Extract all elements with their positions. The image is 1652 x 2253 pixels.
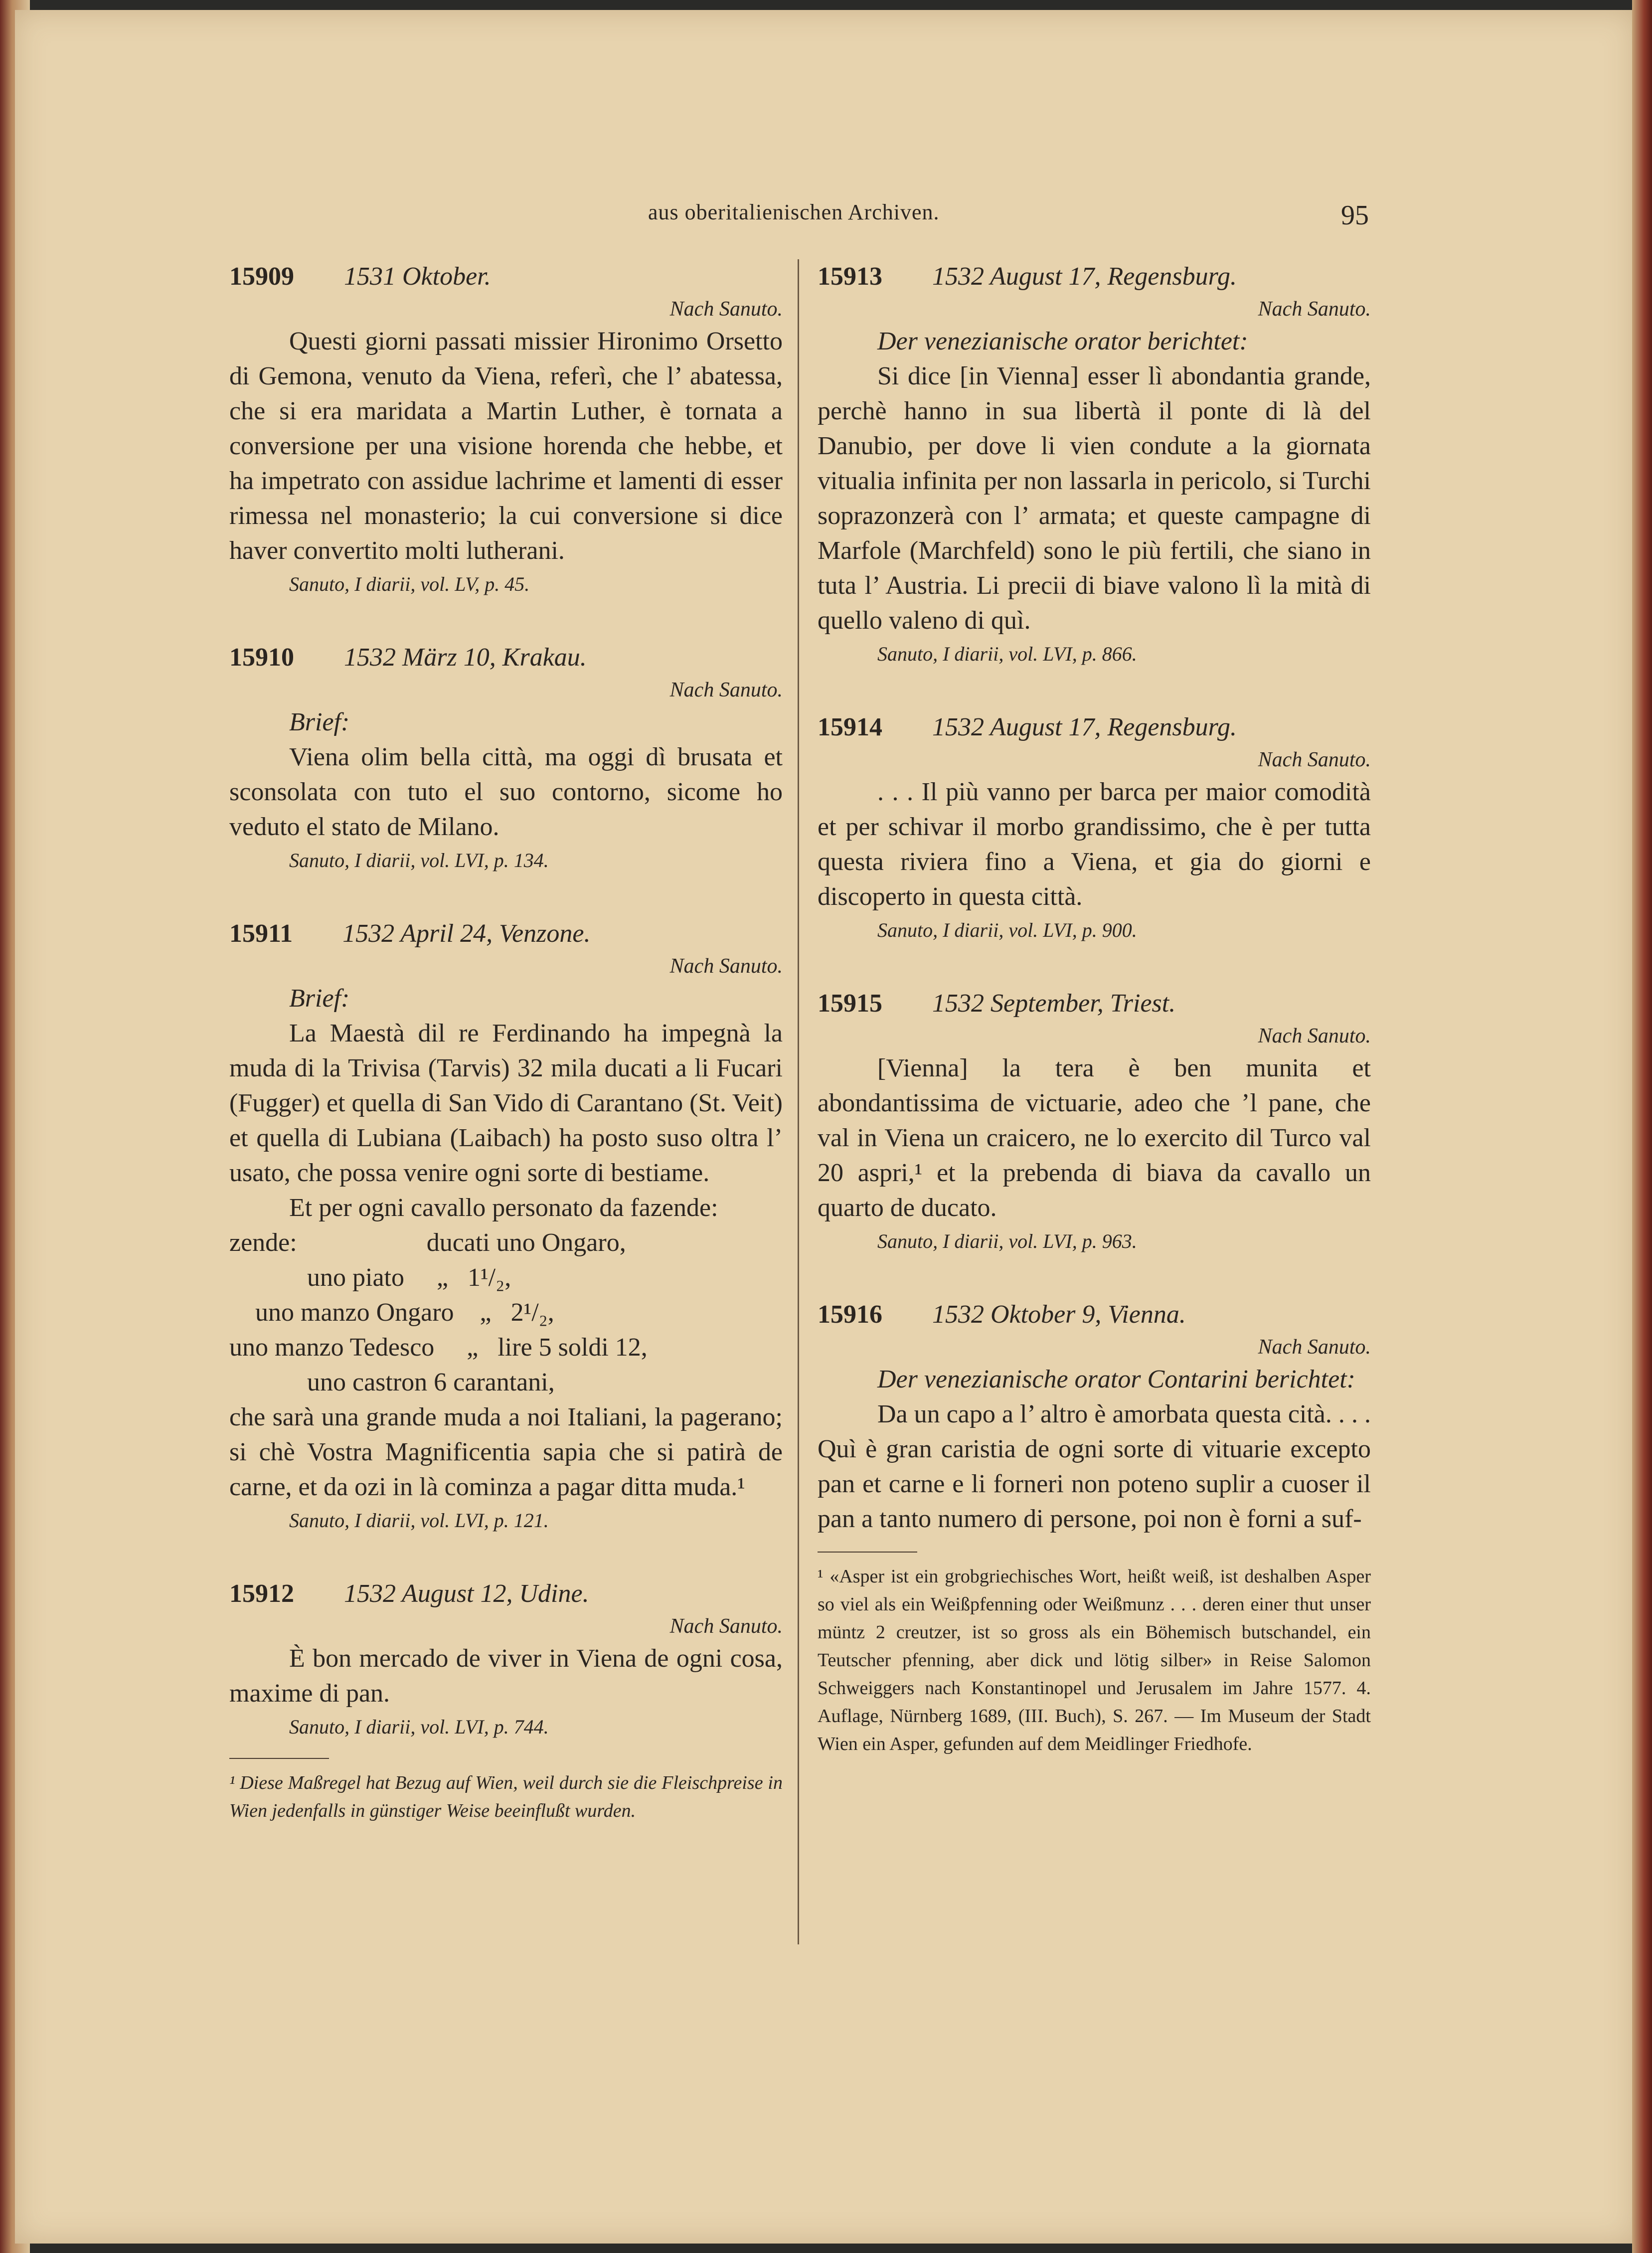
entry-reference: Sanuto, I diarii, vol. LVI, p. 963. bbox=[877, 1230, 1137, 1252]
entry-date: 1532 September, Triest. bbox=[932, 989, 1176, 1018]
entry-text-2: Et per ogni cavallo personato da fazende: bbox=[289, 1194, 718, 1222]
entry-source: Nach Sanuto. bbox=[669, 298, 783, 321]
tariff-line: uno piato „ 1¹/₂, bbox=[229, 1263, 511, 1292]
entry-text: . . . Il più vanno per barca per maior comodità et per schivar il morbo grandissimo, che è per tutta questa riviera fino a Viena, et gia do giorni e discoperto in questa città. bbox=[818, 778, 1371, 911]
entry-date: 1532 August 12, Udine. bbox=[344, 1579, 589, 1608]
entry-number: 15911 bbox=[229, 919, 293, 948]
entry-intro: Brief: bbox=[289, 984, 350, 1013]
entry-reference: Sanuto, I diarii, vol. LVI, p. 121. bbox=[289, 1509, 549, 1532]
entry-reference: Sanuto, I diarii, vol. LVI, p. 134. bbox=[289, 849, 549, 871]
entry-text: Questi giorni passati missier Hironimo Orsetto di Gemona, venuto da Viena, referì, che l’ abatessa, che si era maridata a Martin Luther, è tornata a conversione per una visione horenda che hebbe, et ha impetrato con assidue lachrime et lamenti di esser rimessa nel monasterio; la cui conversione si dice haver convertito molti lutherani. bbox=[229, 327, 783, 565]
entry-text: [Vienna] la tera è ben munita et abondantissima de victuarie, adeo che ’l pane, che val in Viena un craicero, ne lo exercito dil Turco val 20 aspri,¹ et la prebenda di biava da cavallo un quarto de ducato. bbox=[818, 1054, 1371, 1222]
entry-15916 bbox=[818, 1297, 1371, 1537]
entry-text: Da un capo a l’ altro è amorbata questa cità. . . . Quì è gran caristia de ogni sorte di vituarie excepto pan et carne e li forneri non poteno suplir a cuoser il pan a tanto numero di persone, poi non è forni a suf- bbox=[818, 1400, 1371, 1533]
entry-15912 bbox=[229, 1576, 783, 1743]
entry-number: 15914 bbox=[818, 713, 882, 741]
entry-15914 bbox=[818, 710, 1371, 946]
page-number: 95 bbox=[1341, 200, 1369, 231]
entry-text-3: che sarà una grande muda a noi Italiani, la pagerano; si chè Vostra Magnificentia sapia che si patirà de carne, et da ozi in là cominza a pagar ditta muda.¹ bbox=[229, 1403, 783, 1501]
footnote: ¹ Diese Maßregel hat Bezug auf Wien, weil durch sie die Fleischpreise in Wien jedenfalls in günstiger Weise beeinflußt wurden. bbox=[229, 1772, 783, 1821]
running-title: aus oberitalienischen Archiven. bbox=[648, 200, 940, 224]
entry-15913 bbox=[818, 259, 1371, 670]
entry-number: 15909 bbox=[229, 262, 294, 291]
tariff-line: uno manzo Ongaro „ 2¹/₂, bbox=[229, 1298, 554, 1327]
right-column bbox=[818, 259, 1371, 1758]
entry-source: Nach Sanuto. bbox=[669, 1615, 783, 1638]
entry-reference: Sanuto, I diarii, vol. LV, p. 45. bbox=[289, 573, 530, 595]
entry-source: Nach Sanuto. bbox=[1258, 748, 1371, 771]
tariff-line: uno manzo Tedesco „ lire 5 soldi 12, bbox=[229, 1333, 648, 1362]
entry-text: La Maestà dil re Ferdinando ha impegnà la muda di la Trivisa (Tarvis) 32 mila ducati a li Fucari (Fugger) et quella di San Vido di Carantano (St. Veit) et quella di Lubiana (Laibach) ha posto suso oltra l’ usato, che possa venire ogni sorte di bestiame. bbox=[229, 1019, 783, 1187]
entry-source: Nach Sanuto. bbox=[1258, 298, 1371, 321]
entry-intro: Der venezianische orator Contarini berichtet: bbox=[877, 1365, 1355, 1393]
book-edge-right bbox=[1632, 0, 1652, 2253]
entry-source: Nach Sanuto. bbox=[1258, 1336, 1371, 1359]
entry-number: 15916 bbox=[818, 1300, 882, 1329]
entry-reference: Sanuto, I diarii, vol. LVI, p. 866. bbox=[877, 643, 1137, 665]
entry-reference: Sanuto, I diarii, vol. LVI, p. 744. bbox=[289, 1716, 549, 1738]
column-divider bbox=[798, 259, 799, 1944]
entry-source: Nach Sanuto. bbox=[1258, 1025, 1371, 1047]
entry-date: 1532 Oktober 9, Vienna. bbox=[932, 1300, 1186, 1329]
entry-intro: Der venezianische orator berichtet: bbox=[877, 327, 1248, 355]
tariff-line: zende: ducati uno Ongaro, bbox=[229, 1228, 626, 1257]
entry-source: Nach Sanuto. bbox=[669, 679, 783, 701]
entry-15915 bbox=[818, 986, 1371, 1257]
entry-date: 1532 April 24, Venzone. bbox=[342, 919, 591, 948]
tariff-line: uno castron 6 carantani, bbox=[229, 1368, 555, 1396]
footnote-rule bbox=[229, 1758, 329, 1759]
entry-number: 15912 bbox=[229, 1579, 294, 1608]
entry-15909 bbox=[229, 259, 783, 600]
left-column bbox=[229, 259, 783, 1825]
entry-source: Nach Sanuto. bbox=[669, 955, 783, 978]
entry-date: 1531 Oktober. bbox=[344, 262, 491, 291]
entry-number: 15910 bbox=[229, 643, 294, 672]
footnote-rule bbox=[818, 1552, 917, 1553]
entry-number: 15913 bbox=[818, 262, 882, 291]
entry-date: 1532 März 10, Krakau. bbox=[344, 643, 587, 672]
entry-text: Viena olim bella città, ma oggi dì brusata et sconsolata con tuto el suo contorno, sicome ho veduto el stato de Milano. bbox=[229, 743, 783, 841]
entry-15911 bbox=[229, 916, 783, 1537]
entry-number: 15915 bbox=[818, 989, 882, 1018]
entry-date: 1532 August 17, Regensburg. bbox=[932, 262, 1237, 291]
entry-intro: Brief: bbox=[289, 708, 350, 736]
entry-text: È bon mercado de viver in Viena de ogni cosa, maxime di pan. bbox=[229, 1644, 783, 1708]
entry-date: 1532 August 17, Regensburg. bbox=[932, 713, 1237, 741]
entry-reference: Sanuto, I diarii, vol. LVI, p. 900. bbox=[877, 919, 1137, 941]
footnote: ¹ «Asper ist ein grobgriechisches Wort, heißt weiß, ist deshalben Asper so viel als ein Weißpfenning oder Weißmunz . . . deren einer thut unser müntz 2 creutzer, ist so gross als ein Böhemisch butschandel, ein Teutscher pfenning, aber dick und lötig silber» in Reise Salomon Schweiggers nach Konstantinopel und Jerusalem im Jahre 1577. 4. Auflage, Nürnberg 1689, (III. Buch), S. 267. — Im Museum der Stadt Wien ein Asper, gefunden auf dem Meidlinger Friedhofe. bbox=[818, 1566, 1371, 1754]
entry-text: Si dice [in Vienna] esser lì abondantia grande, perchè hanno in sua libertà il ponte di là del Danubio, per dove li vien condute a la giornata vitualia infinita per non lassarla in pericolo, si Turchi soprazonzerà con l’ armata; et queste campagne di Marfole (Marchfeld) sono le più fertili, che siano in tuta l’ Austria. Li precii di biave valono lì la mità di quello valeno di quì. bbox=[818, 362, 1371, 635]
entry-15910 bbox=[229, 640, 783, 876]
